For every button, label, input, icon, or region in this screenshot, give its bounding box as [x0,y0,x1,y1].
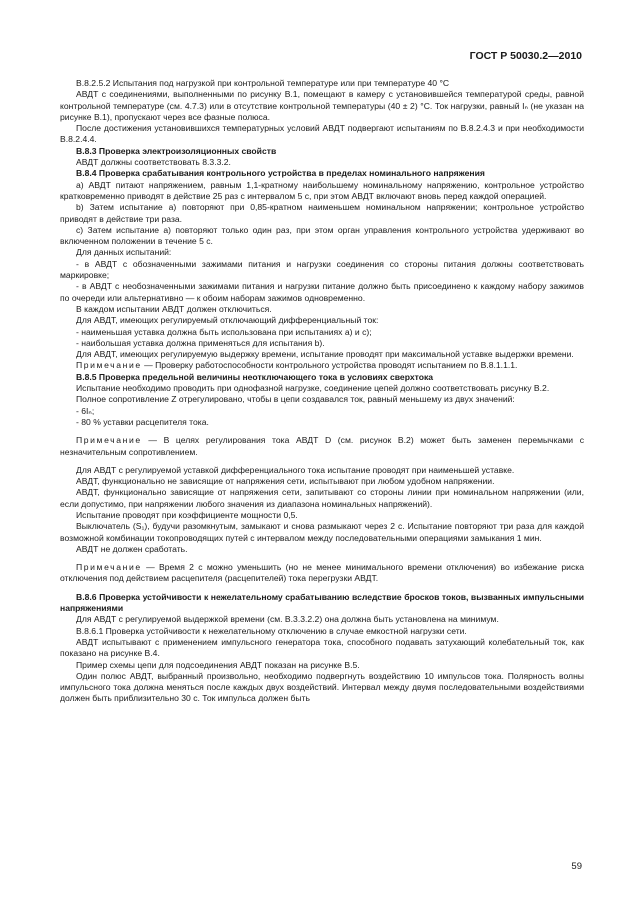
body-paragraph: - наименьшая уставка должна быть использована при испытаниях а) и с); [76,326,372,337]
note-paragraph [60,435,584,458]
body-paragraph: - в АВДТ с обозначенными зажимами питания и нагрузки соединения со стороны питания должны соответствовать маркировке; [60,258,584,281]
body-paragraph: АВДТ испытывают с применением импульсного генератора тока, способного подавать затухающий колебательный ток, как показано на рисунке В.4. [60,636,584,659]
body-paragraph: В каждом испытании АВДТ должен отключиться. [76,303,272,314]
note-label: Примечание [76,562,142,573]
body-paragraph: - в АВДТ с необозначенными зажимами питания и нагрузки питание должно быть присоединено к каждому набору зажимов по очереди или альтернативно — к обоим наборам зажимов одновременно. [60,281,584,303]
body-paragraph: АВДТ с соединениями, выполненными по рисунку В.1, помещают в камеру с установившейся температурой среды, равной контрольной температуре (см. 4.7.3) или в отсутствие контрольной температуры (40 ± 2) °С. Ток нагрузки, равный Iₙ (не указан на рисунке В.1), пропускают через все фазные полюса. [60,89,584,122]
section-heading: В.8.3 Проверка электроизоляционных свойств [76,145,277,156]
body-paragraph: Пример схемы цепи для подсоединения АВДТ показан на рисунке В.5. [76,659,360,670]
body-paragraph: b) Затем испытание а) повторяют при 0,85-кратном наименьшем номинальном напряжении; контрольное устройство приводят в действие три раза. [60,202,584,224]
note-text: — В целях регулирования тока АВДТ D (см. рисунок В.2) может быть заменен перемычками с незначительным сопротивлением. [60,435,585,457]
body-paragraph: АВДТ должны соответствовать 8.3.3.2. [76,157,231,168]
body-paragraph: Для АВДТ с регулируемой уставкой дифференциального тока испытание проводят при наименьшей уставке. [76,464,515,475]
note-text: — Проверку работоспособности контрольного устройства проводят испытанием по В.8.1.1.1. [144,360,518,371]
body-paragraph: Испытание проводят при коэффициенте мощности 0,5. [76,509,298,520]
note-label: Примечание [76,360,142,371]
body-paragraph: Для АВДТ, имеющих регулируемую выдержку времени, испытание проводят при максимальной уставке выдержки времени. [76,349,574,360]
page-number: 59 [571,861,582,872]
section-heading: В.8.6 Проверка устойчивости к нежелательному срабатыванию вследствие бросков токов, вызванных импульсными напряжениями [60,591,584,614]
page-header: ГОСТ Р 50030.2—2010 [469,50,582,62]
body-paragraph: АВДТ не должен сработать. [76,543,188,554]
document-body [60,78,584,705]
note-text: — Время 2 с можно уменьшить (но не менее минимального времени отключения) во избежание риска отключения под действием расцепителя (расцепителей) тока перегрузки АВДТ. [60,562,585,584]
section-heading: В.8.4 Проверка срабатывания контрольного устройства в пределах номинального напряжения [76,168,485,179]
body-paragraph: После достижения установившихся температурных условий АВДТ подвергают испытаниям по В.8.2.4.3 и при необходимости В.8.2.4.4. [60,123,584,145]
body-paragraph: - наибольшая уставка должна применяться для испытания b). [76,337,325,348]
body-paragraph: Испытание необходимо проводить при однофазной нагрузке, соединение цепей должно соответствовать рисунку В.2. [76,383,550,394]
body-paragraph: Один полюс АВДТ, выбранный произвольно, необходимо подвергнуть воздействию 10 импульсов тока. Полярность волны импульсного тока должна меняться после каждых двух воздействий. Интервал между двумя последовательными воздействиями должен быть приблизительно 30 с. Ток импульса должен быть [60,670,584,704]
note-label: Примечание [76,435,142,446]
body-paragraph: В.8.2.5.2 Испытания под нагрузкой при контрольной температуре или при температуре 40 °С [76,78,450,88]
body-paragraph: - 80 % уставки расцепителя тока. [76,416,209,427]
note-paragraph [60,360,584,371]
body-paragraph: Для данных испытаний: [76,247,172,258]
body-paragraph: а) АВДТ питают напряжением, равным 1,1-кратному наибольшему номинальному напряжению, контрольное устройство кратковременно приводят в действие 25 раз с интервалом 5 с, при этом АВДТ включают вновь перед каждой операцией. [60,179,584,201]
note-paragraph [60,562,584,585]
body-paragraph: Полное сопротивление Z отрегулировано, чтобы в цепи создавался ток, равный меньшему из двух значений: [76,394,515,405]
body-paragraph: - 6Iₙ; [76,405,95,416]
body-paragraph: с) Затем испытание а) повторяют только один раз, при этом орган управления контрольного устройства удерживают во включенном положении в течение 5 с. [60,224,584,247]
body-paragraph: АВДТ, функционально зависящие от напряжения сети, запитывают со стороны линии при номинальном напряжении (или, если допустимо, при напряжении любого значения из диапазона номинальных напряжений). [60,487,584,509]
body-paragraph: В.8.6.1 Проверка устойчивости к нежелательному отключению в случае емкостной нагрузки сети. [76,625,467,636]
body-paragraph: Для АВДТ, имеющих регулируемый отключающий дифференциальный ток: [76,315,379,326]
body-paragraph: АВДТ, функционально не зависящие от напряжения сети, испытывают при любом удобном напряжении. [76,476,495,487]
body-paragraph: Выключатель (S₁), будучи разомкнутым, замыкают и снова размыкают через 2 с. Испытание повторяют три раза для каждой возможной комбинации токопроводящих путей с интервалом между последовательными операциями замыкания 1 мин. [60,521,584,543]
body-paragraph: Для АВДТ с регулируемой выдержкой времени (см. В.3.3.2.2) она должна быть установлена на минимум. [76,614,499,625]
section-heading: В.8.5 Проверка предельной величины неотключающего тока в условиях сверхтока [76,371,434,382]
